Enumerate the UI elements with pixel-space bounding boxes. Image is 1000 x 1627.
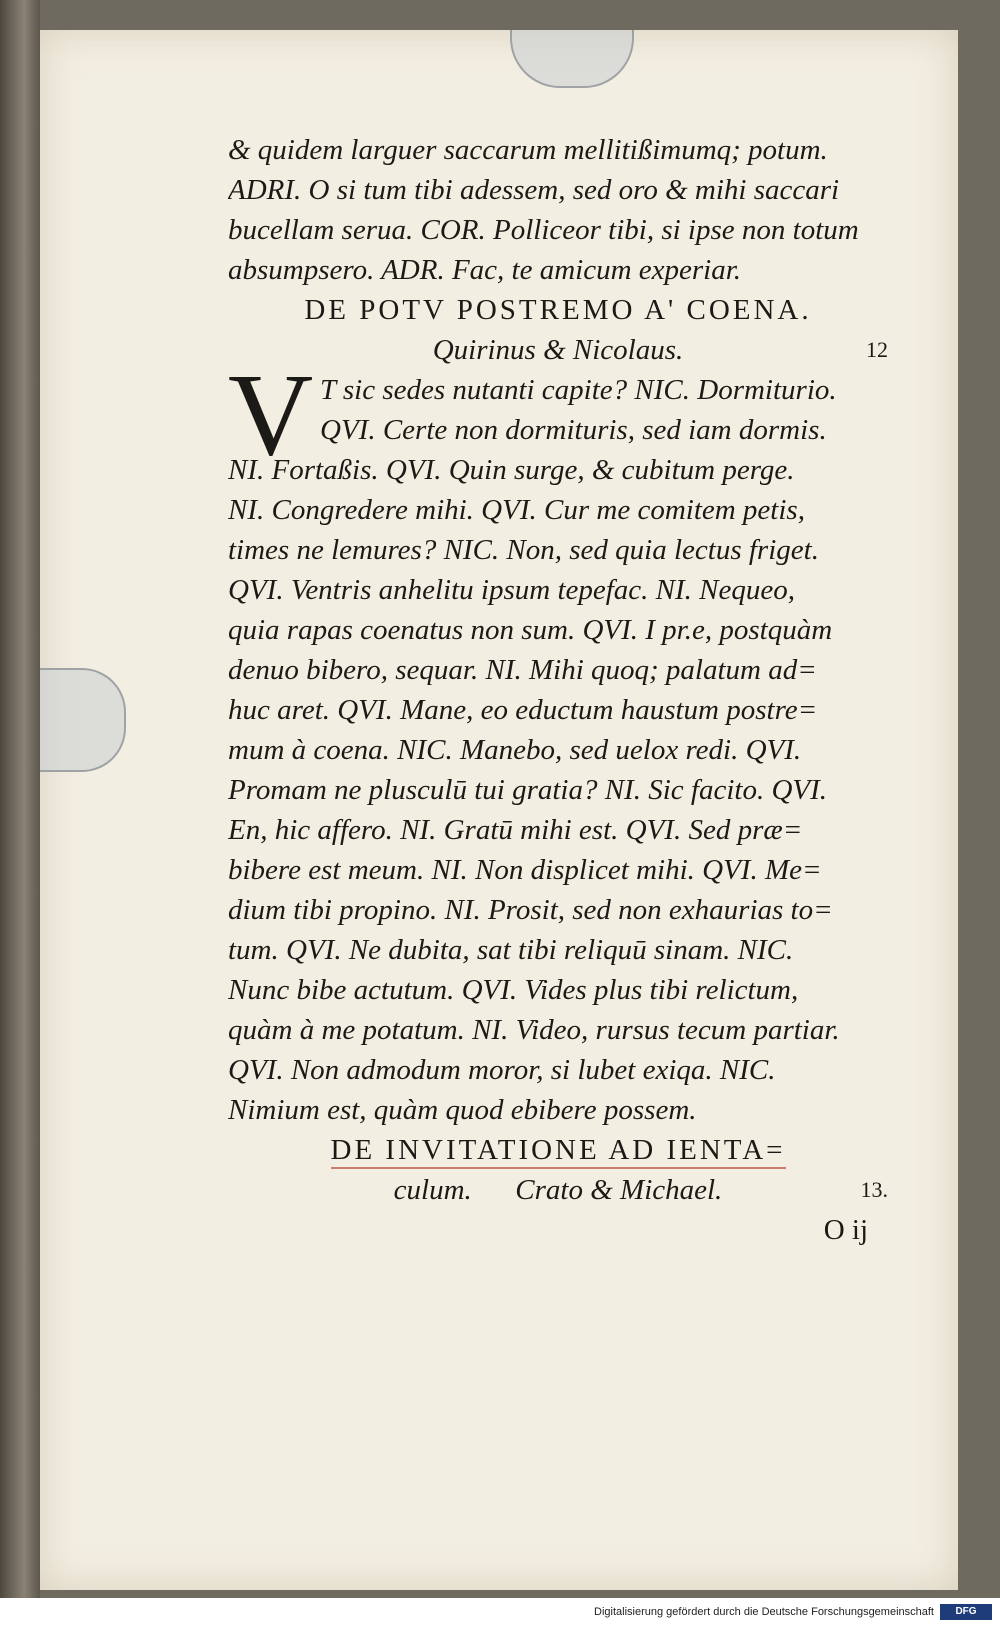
text-line: NI. Fortaßis. QVI. Quin surge, & cubitum perge. — [228, 454, 795, 486]
drop-capital: V — [228, 349, 314, 480]
speakers-line-2 — [228, 1170, 888, 1210]
text-line: QVI. Non admodum moror, si lubet exiqa. NIC. — [228, 1054, 776, 1086]
text-line: quàm à me potatum. NI. Video, rursus tecum partiar. — [228, 1014, 840, 1046]
text-line: denuo bibero, sequar. NI. Mihi quoq; palatum ad= — [228, 654, 817, 686]
text-line: T sic sedes nutanti capite? NIC. Dormiturio. — [320, 374, 837, 406]
funding-credit: Digitalisierung gefördert durch die Deutsche Forschungsgemeinschaft — [594, 1606, 934, 1618]
text-line: & quidem larguer saccarum mellitißimumq; potum. — [228, 134, 828, 166]
text-line: NI. Congredere mihi. QVI. Cur me comitem petis, — [228, 494, 805, 526]
page-text — [228, 130, 888, 1250]
text-line: absumpsero. ADR. Fac, te amicum experiar. — [228, 254, 742, 286]
top-page-clip — [510, 30, 634, 88]
text-line: tum. QVI. Ne dubita, sat tibi reliquū sinam. NIC. — [228, 934, 794, 966]
heading-text: DE INVITATIONE AD IENTA= — [331, 1133, 786, 1169]
footer-bar — [0, 1598, 1000, 1627]
text-line: Promam ne plusculū tui gratia? NI. Sic facito. QVI. — [228, 774, 828, 806]
book-binding — [0, 0, 40, 1600]
dialogue-number: 12 — [866, 337, 888, 362]
text-line: En, hic affero. NI. Gratū mihi est. QVI. Sed præ= — [228, 814, 803, 846]
text-line: Nunc bibe actutum. QVI. Vides plus tibi relictum, — [228, 974, 799, 1006]
text-line: mum à coena. NIC. Manebo, sed uelox redi. QVI. — [228, 734, 802, 766]
dialogue-number: 13. — [860, 1177, 888, 1202]
text-line: times ne lemures? NIC. Non, sed quia lectus friget. — [228, 534, 819, 566]
text-line: bibere est meum. NI. Non displicet mihi. QVI. Me= — [228, 854, 822, 886]
heading-continuation: culum. — [393, 1174, 472, 1206]
speakers-line — [228, 330, 888, 370]
speakers-names: Quirinus & Nicolaus. — [432, 334, 684, 366]
left-page-clip — [40, 668, 126, 772]
text-line: dium tibi propino. NI. Prosit, sed non exhaurias to= — [228, 894, 833, 926]
text-line: QVI. Certe non dormituris, sed iam dormis. — [320, 414, 827, 446]
speakers-names: Crato & Michael. — [515, 1174, 723, 1206]
text-line: Nimium est, quàm quod ebibere possem. — [228, 1094, 697, 1126]
text-line: bucellam serua. COR. Polliceor tibi, si ipse non totum — [228, 214, 859, 246]
dfg-logo: DFG — [940, 1604, 992, 1620]
catchword: O ij — [823, 1214, 868, 1246]
text-line: huc aret. QVI. Mane, eo eductum haustum postre= — [228, 694, 818, 726]
text-line: quia rapas coenatus non sum. QVI. I pr.e, postquàm — [228, 614, 833, 646]
text-line: QVI. Ventris anhelitu ipsum tepefac. NI. Nequeo, — [228, 574, 796, 606]
section-heading-invitatione — [228, 1130, 888, 1170]
text-line: ADRI. O si tum tibi adessem, sed oro & mihi saccari — [228, 174, 840, 206]
section-heading-potu: DE POTV POSTREMO A' COENA. — [304, 294, 812, 326]
